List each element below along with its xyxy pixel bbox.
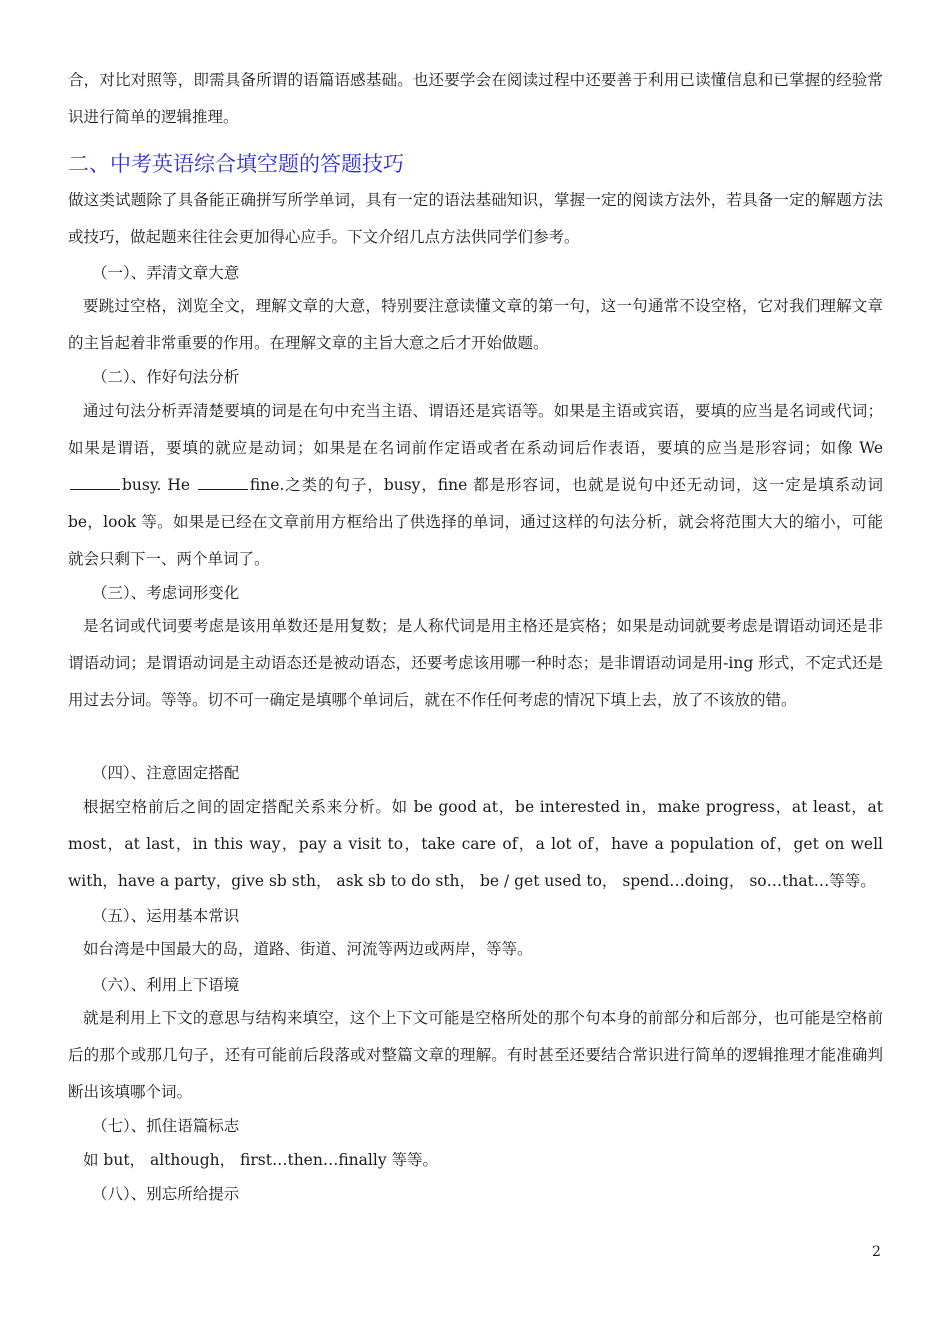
tip-5-body: 如台湾是中国最大的岛，道路、街道、河流等两边或两岸，等等。 <box>83 940 533 958</box>
tip-6-body: 就是利用上下文的意思与结构来填空，这个上下文可能是空格所处的那个句本身的前部分和后部分，也可能是空格前后的那个或那几句子，还有可能前后段落或对整篇文章的理解。有时甚至还要结合常识进行简单的逻辑推理才能准确判断出该填哪个词。 <box>68 1009 883 1101</box>
tip-2-body-part-a: 通过句法分析弄清楚要填的词是在句中充当主语、谓语还是宾语等。如果是主语或宾语，要填的应当是名词或代词；如果是谓语，要填的就应是动词；如果是在名词前作定语或者在系动词后作表语，要填的应当是形容词；如像 We <box>68 402 883 457</box>
tip-4-body: 根据空格前后之间的固定搭配关系来分析。如 be good at，be interested in，make progress，at least，at most，at last，in this way，pay a visit to，take care of，a lot of，have a population of，get on well with，have a party，give sb sth， ask sb to do sth， be / get used to， spend…doing， so…that…等等。 <box>68 798 883 890</box>
tip-2-body-part-b: busy. He <box>122 476 196 494</box>
tip-3-title: （三）、考虑词形变化 <box>92 584 240 602</box>
intro-paragraph: 合，对比对照等，即需具备所谓的语篇语感基础。也还要学会在阅读过程中还要善于利用已读懂信息和已掌握的经验常识进行简单的逻辑推理。 <box>68 71 883 126</box>
tip-2-body <box>68 393 883 578</box>
tip-3-body: 是名词或代词要考虑是该用单数还是用复数；是人称代词是用主格还是宾格；如果是动词就要考虑是谓语动词还是非谓语动词；是谓语动词是主动语态还是被动语态，还要考虑该用哪一种时态；是非谓语动词是用-ing 形式，不定式还是用过去分词。等等。切不可一确定是填哪个单词后，就在不作任何考虑的情况下填上去，放了不该放的错。 <box>68 617 883 709</box>
tip-2-title: （二）、作好句法分析 <box>92 368 240 386</box>
tip-5-title: （五）、运用基本常识 <box>92 907 240 925</box>
tip-2-body-part-c: fine.之类的句子，busy，fine 都是形容词，也就是说句中还无动词，这一定是填系动词 be，look 等。如果是已经在文章前用方框给出了供选择的单词，通过这样的句法分析，就会将范围大大的缩小，可能就会只剩下一、两个单词了。 <box>68 476 883 568</box>
fill-blank-2 <box>198 475 248 490</box>
fill-blank-1 <box>70 475 120 490</box>
tip-1-title: （一）、弄清文章大意 <box>92 264 240 282</box>
tip-7-body: 如 but， although， first…then…finally 等等。 <box>83 1151 439 1169</box>
tip-6-title: （六）、利用上下语境 <box>92 976 240 994</box>
tip-7-title: （七）、抓住语篇标志 <box>92 1117 240 1135</box>
tip-4-title: （四）、注意固定搭配 <box>92 764 240 782</box>
section-intro-paragraph: 做这类试题除了具备能正确拼写所学单词，具有一定的语法基础知识，掌握一定的阅读方法外，若具备一定的解题方法或技巧，做起题来往往会更加得心应手。下文介绍几点方法供同学们参考。 <box>68 191 883 246</box>
section-heading: 二、中考英语综合填空题的答题技巧 <box>68 152 404 176</box>
page-number: 2 <box>872 1244 881 1260</box>
tip-8-title: （八）、别忘所给提示 <box>92 1185 240 1203</box>
tip-1-body: 要跳过空格，浏览全文，理解文章的大意，特别要注意读懂文章的第一句，这一句通常不设空格，它对我们理解文章的主旨起着非常重要的作用。在理解文章的主旨大意之后才开始做题。 <box>68 297 883 352</box>
